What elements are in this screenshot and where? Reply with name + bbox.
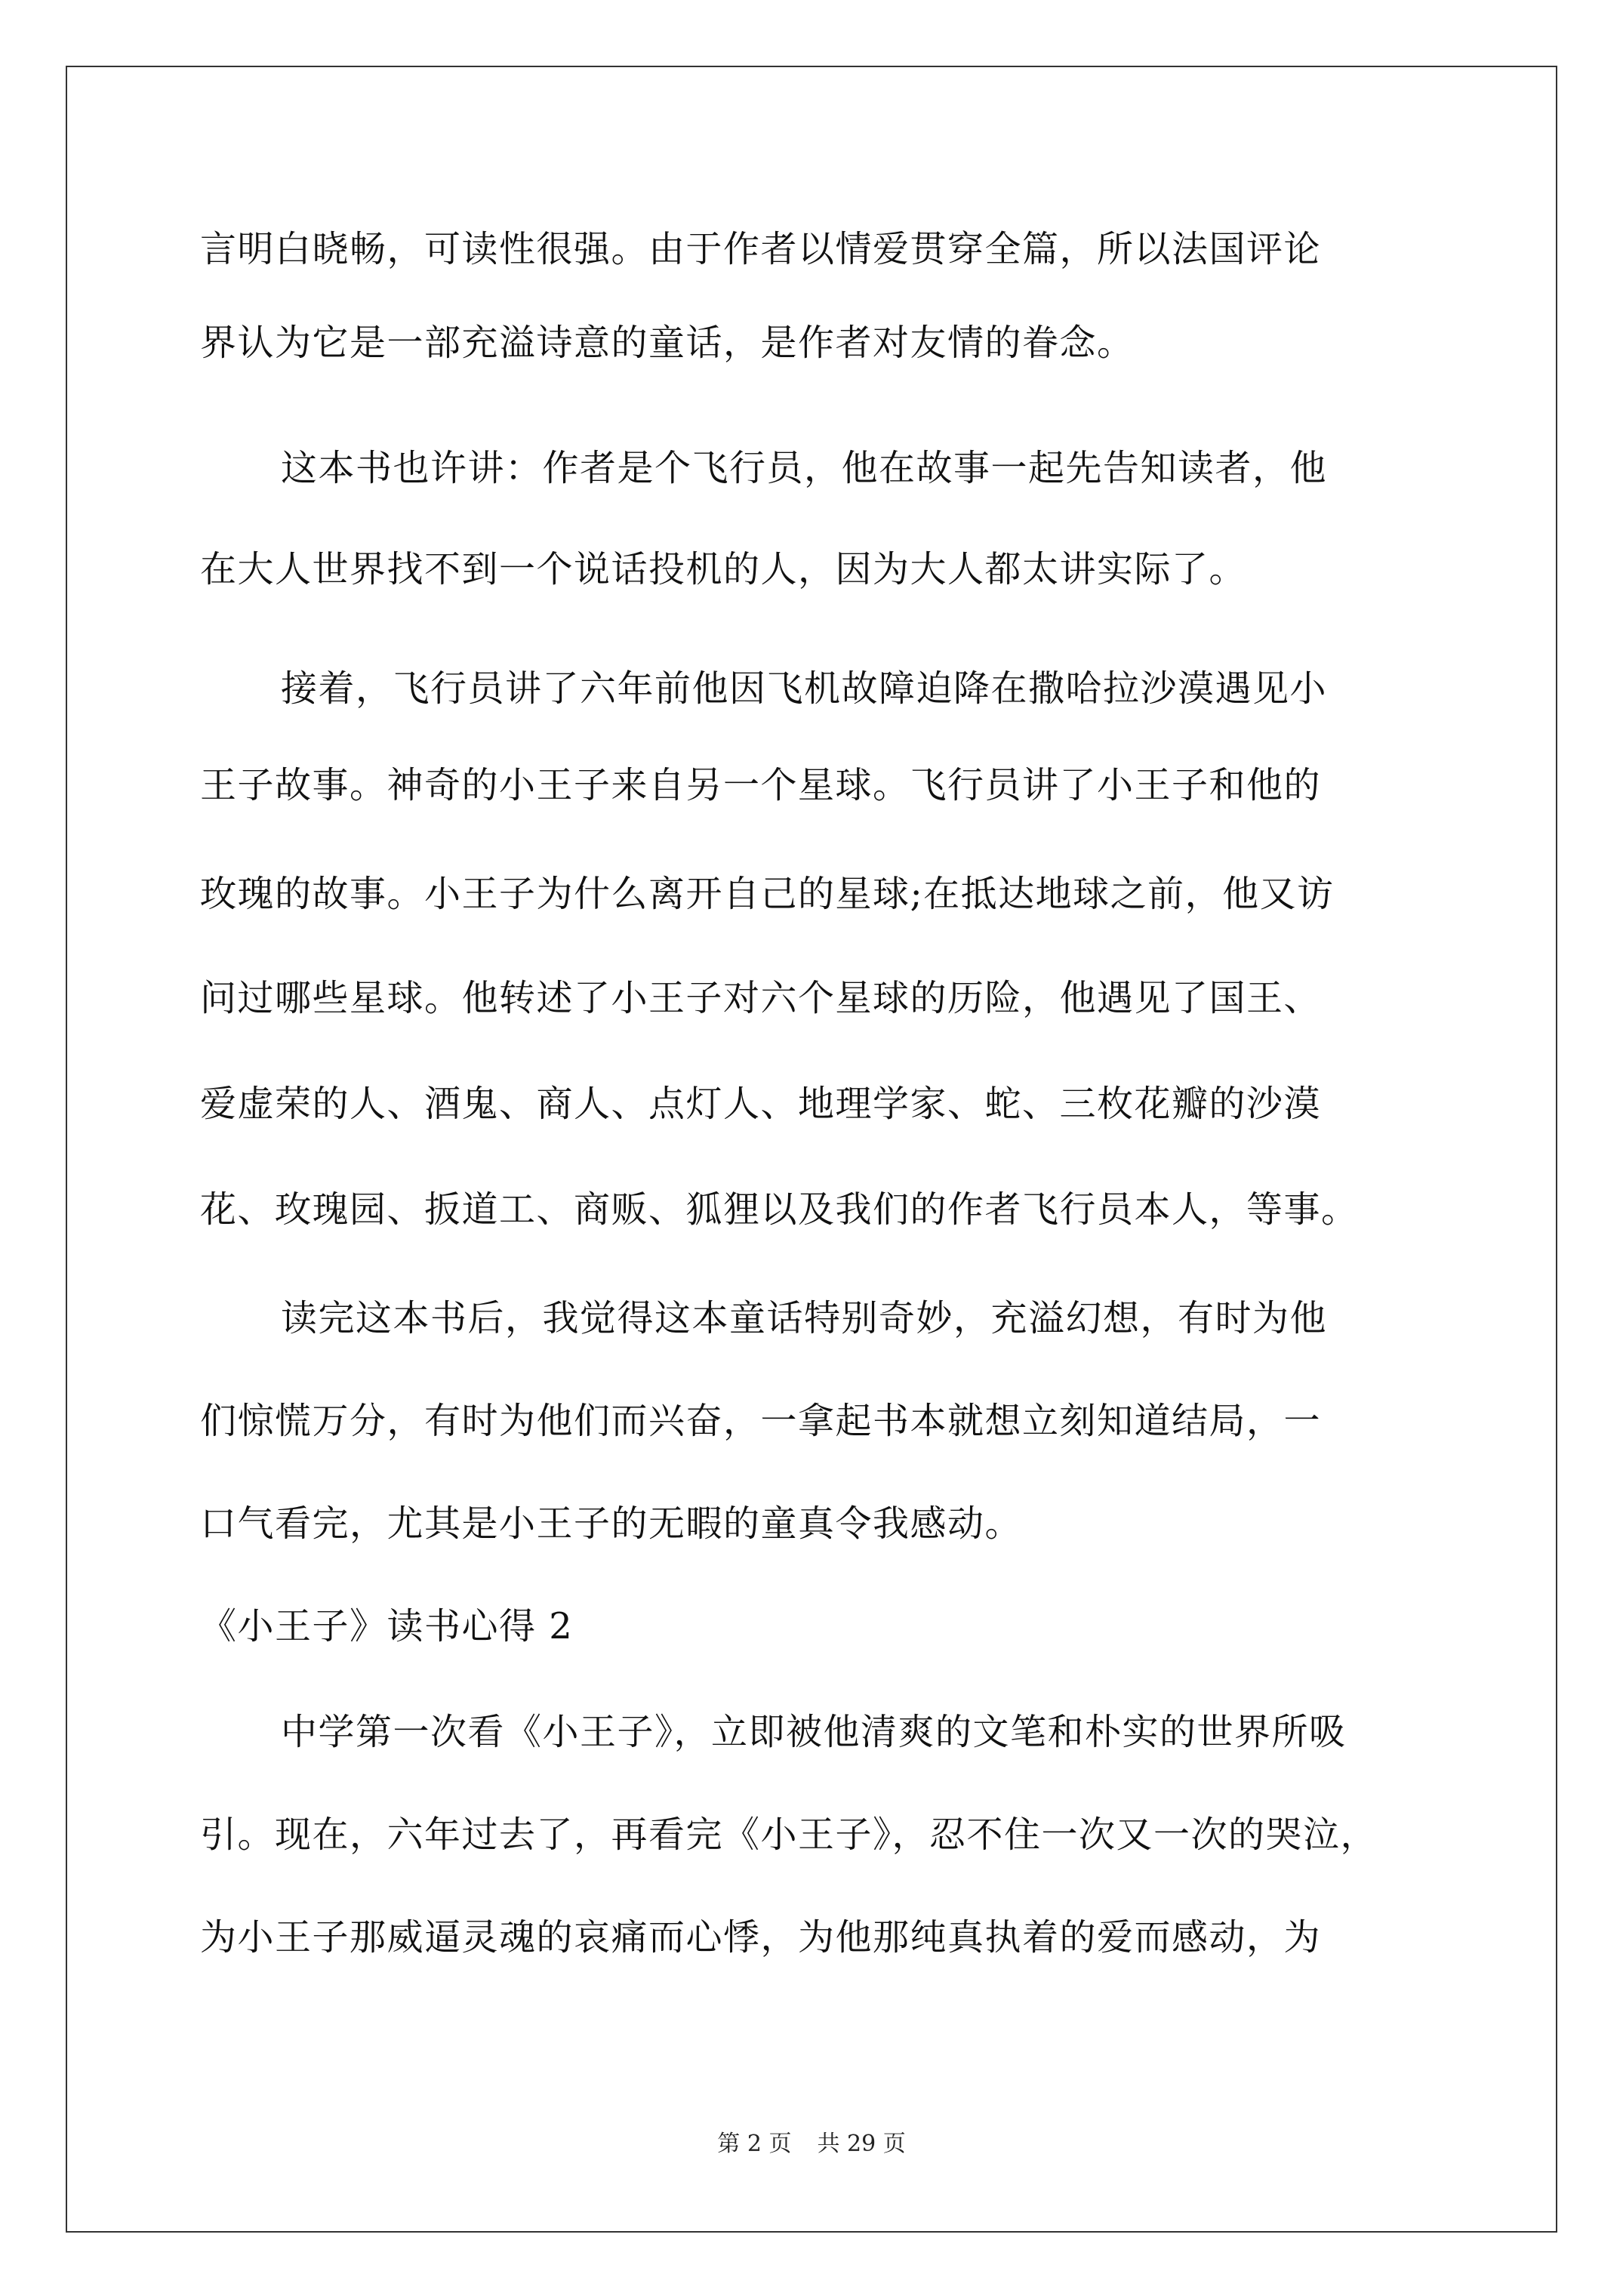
page-total: 共 29 页	[817, 2131, 906, 2157]
text-line: 为小王子那威逼灵魂的哀痛而心悸，为他那纯真执着的爱而感动，为	[200, 1916, 1322, 1959]
page-footer	[0, 2129, 1623, 2159]
text-line: 花、玫瑰园、扳道工、商贩、狐狸以及我们的作者飞行员本人，等事。	[200, 1188, 1359, 1231]
text-line: 言明白晓畅，可读性很强。由于作者以情爱贯穿全篇，所以法国评论	[200, 228, 1322, 270]
text-line: 玫瑰的故事。小王子为什么离开自己的星球;在抵达地球之前，他又访	[200, 873, 1335, 915]
paragraph-start: 这本书也许讲：作者是个飞行员，他在故事一起先告知读者，他	[281, 447, 1328, 489]
paragraph-start: 接着，飞行员讲了六年前他因飞机故障迫降在撒哈拉沙漠遇见小	[281, 667, 1328, 710]
page-number: 第 2 页	[717, 2131, 792, 2157]
text-line: 问过哪些星球。他转述了小王子对六个星球的历险，他遇见了国王、	[200, 977, 1322, 1019]
text-line: 界认为它是一部充溢诗意的童话，是作者对友情的眷念。	[200, 322, 1135, 364]
text-line: 在大人世界找不到一个说话投机的人，因为大人都太讲实际了。	[200, 548, 1247, 590]
text-line: 口气看完，尤其是小王子的无暇的童真令我感动。	[200, 1502, 1023, 1545]
section-heading: 《小王子》读书心得 2	[200, 1605, 574, 1647]
page-frame	[66, 66, 1557, 2233]
text-line: 爱虚荣的人、酒鬼、商人、点灯人、地理学家、蛇、三枚花瓣的沙漠	[200, 1083, 1322, 1125]
text-line: 王子故事。神奇的小王子来自另一个星球。飞行员讲了小王子和他的	[200, 764, 1322, 806]
text-line: 们惊慌万分，有时为他们而兴奋，一拿起书本就想立刻知道结局，一	[200, 1400, 1322, 1442]
paragraph-start: 读完这本书后，我觉得这本童话特别奇妙，充溢幻想，有时为他	[281, 1297, 1328, 1339]
paragraph-start: 中学第一次看《小王子》，立即被他清爽的文笔和朴实的世界所吸	[281, 1711, 1347, 1753]
text-line: 引。现在，六年过去了，再看完《小王子》，忍不住一次又一次的哭泣，	[200, 1814, 1378, 1856]
